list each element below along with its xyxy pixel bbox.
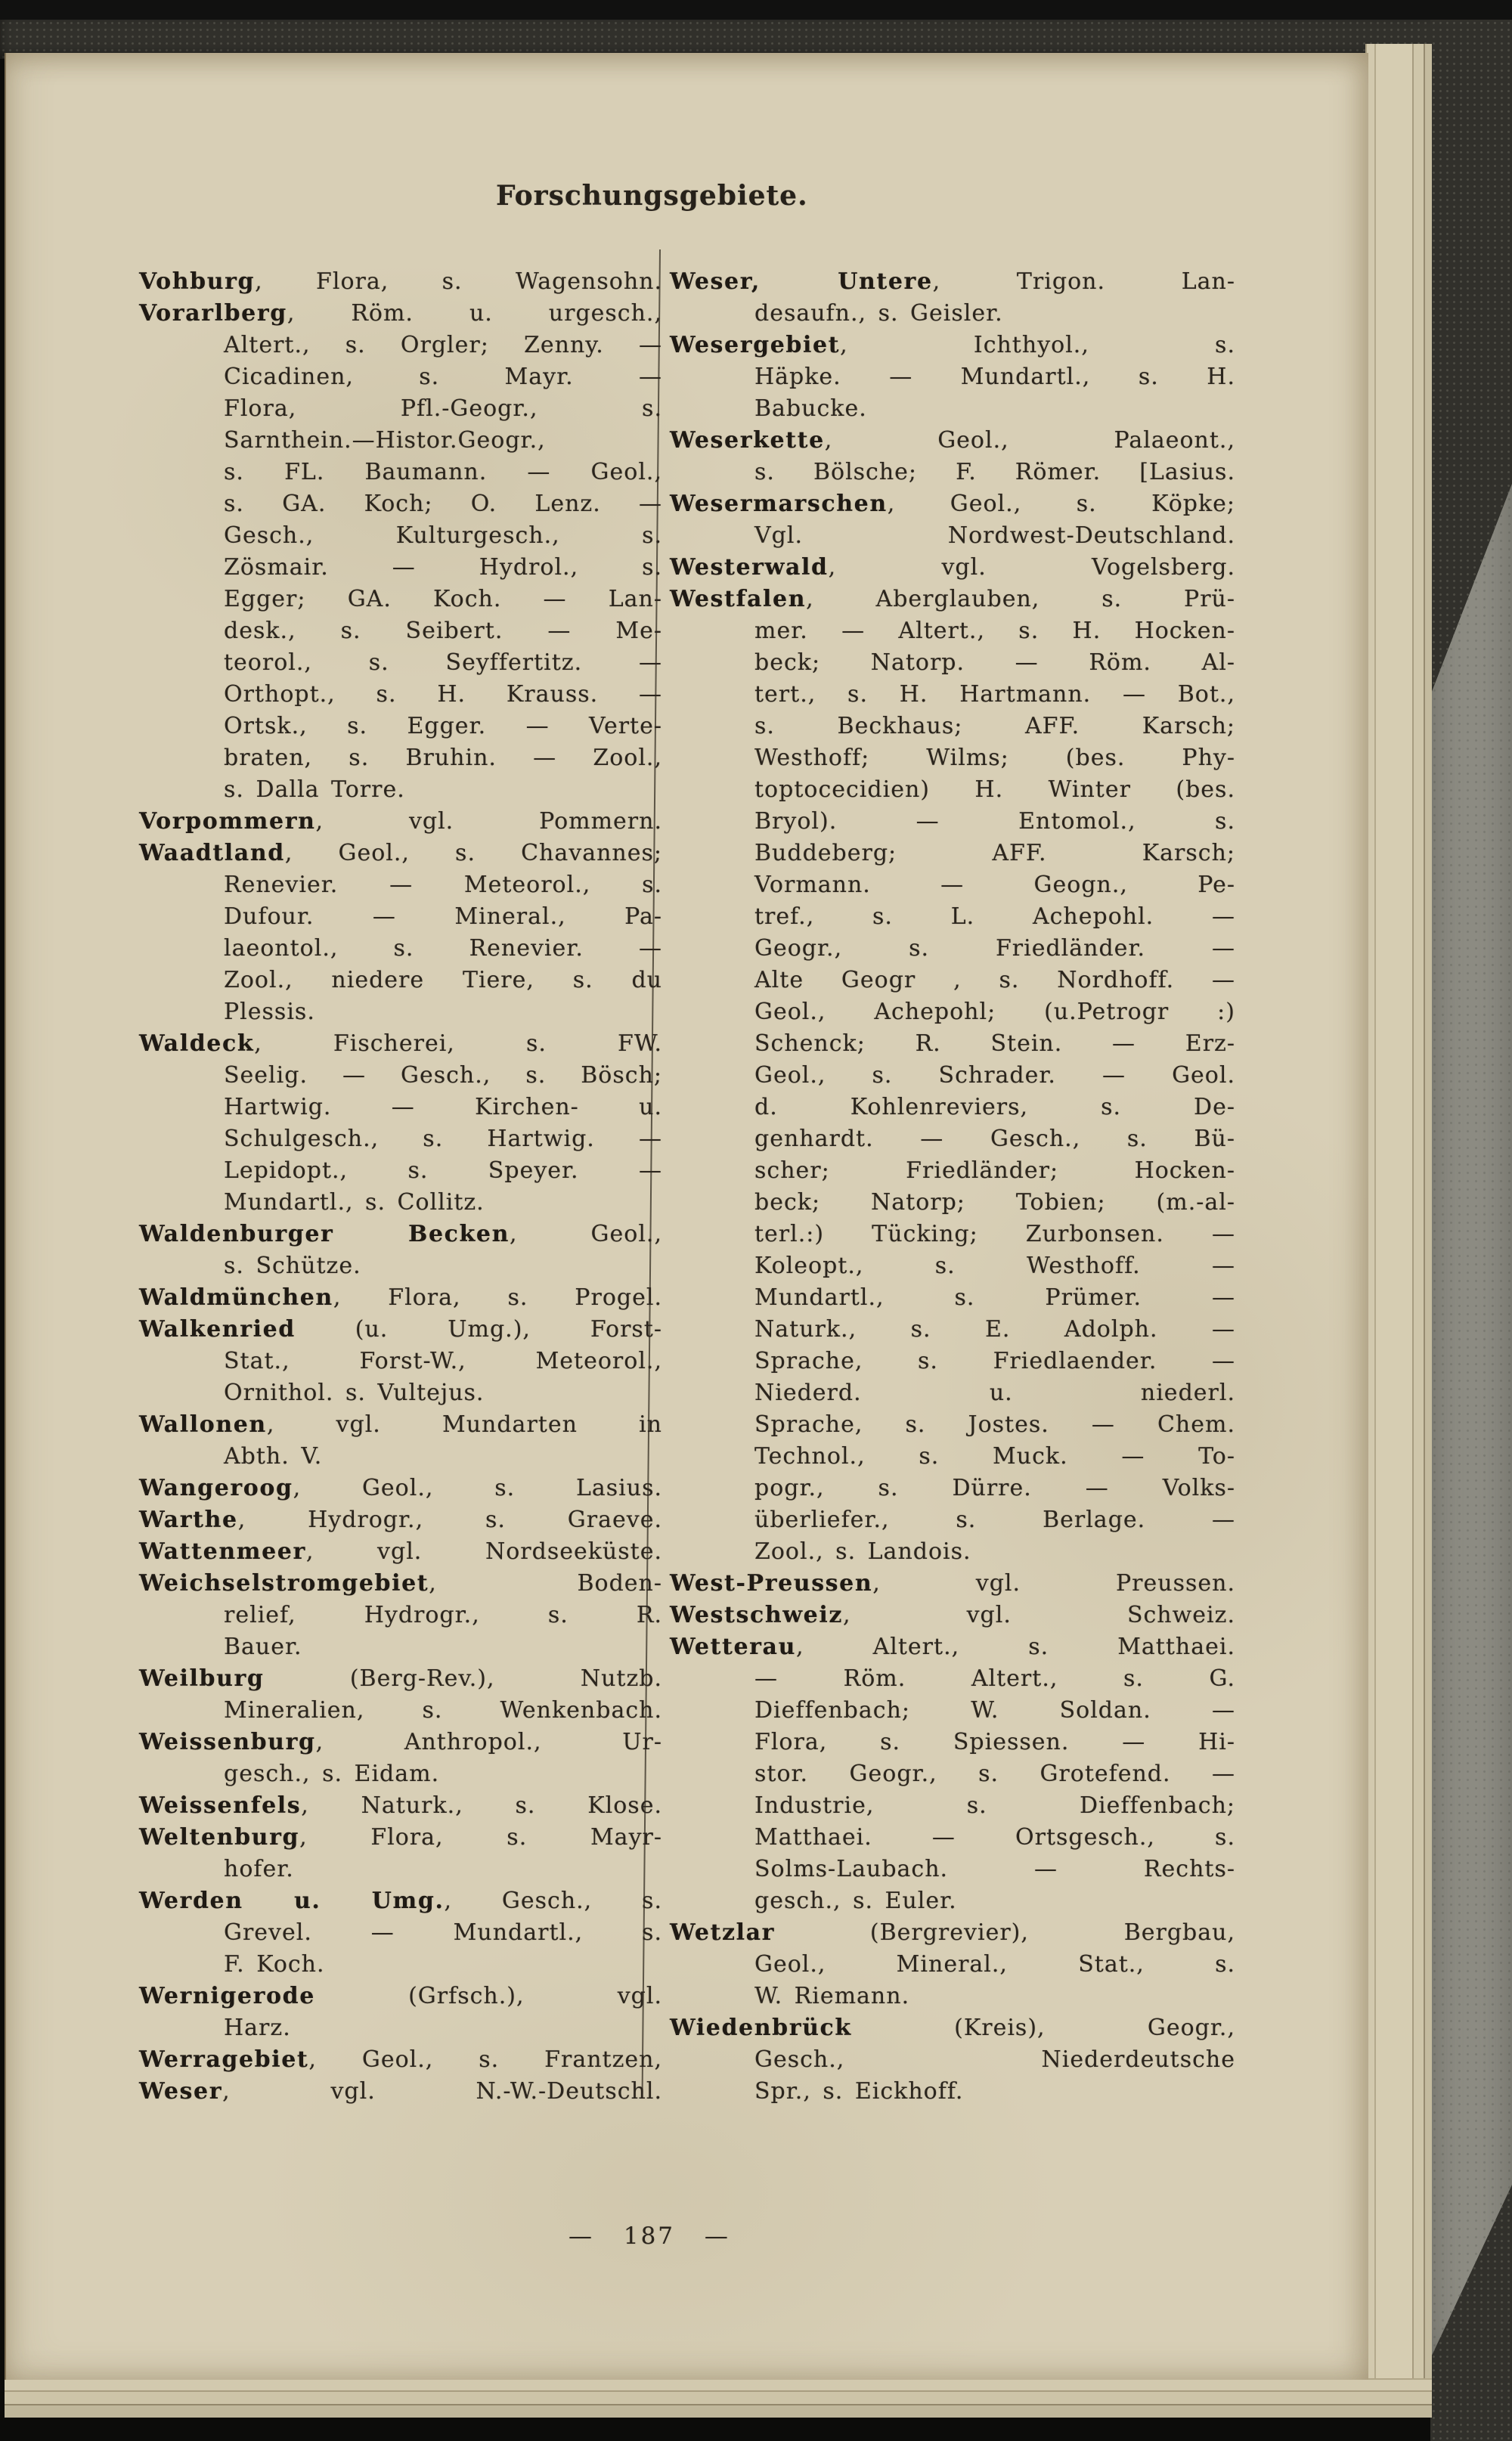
entry-line: Weilburg (Berg-Rev.), Nutzb. — [139, 1665, 662, 1692]
entry-line: pogr., s. Dürre. — Volks- — [754, 1475, 1235, 1501]
entry-line: beck; Natorp; Tobien; (m.-al- — [754, 1189, 1235, 1216]
index-entry — [670, 1631, 1235, 1917]
entry-line: Geol., Achepohl; (u.Petrogr :) — [754, 999, 1235, 1025]
entry-term: Walkenried — [139, 1316, 296, 1343]
entry-line: Warthe, Hydrogr., s. Graeve. — [139, 1507, 662, 1533]
book-endpaper — [1430, 454, 1512, 2359]
entry-term: Wesergebiet — [670, 332, 841, 358]
index-entry — [139, 1314, 662, 1409]
entry-line: Sarnthein.—Histor.Geogr., — [224, 427, 546, 454]
entry-term: Weser, Untere — [670, 268, 933, 295]
index-column-left — [139, 266, 662, 2108]
entry-term: Vorpommern — [139, 808, 316, 835]
entry-line: Waldmünchen, Flora, s. Progel. — [139, 1284, 662, 1311]
entry-line: scher; Friedländer; Hocken- — [754, 1157, 1235, 1184]
entry-line: Waldenburger Becken, Geol., — [139, 1221, 662, 1247]
entry-line: d. Kohlenreviers, s. De- — [754, 1094, 1235, 1120]
index-entry — [139, 838, 662, 1028]
entry-line: hofer. — [224, 1856, 294, 1882]
index-entry — [139, 1282, 662, 1314]
entry-line: Wangeroog, Geol., s. Lasius. — [139, 1475, 662, 1501]
entry-term: Warthe — [139, 1507, 238, 1533]
entry-line: Technol., s. Muck. — To- — [754, 1443, 1235, 1470]
entry-line: Westhoff; Wilms; (bes. Phy- — [754, 745, 1235, 771]
entry-line: beck; Natorp. — Röm. Al- — [754, 649, 1235, 676]
entry-term: Weserkette — [670, 427, 825, 454]
entry-line: Mineralien, s. Wenkenbach. — [224, 1697, 662, 1724]
entry-line: F. Koch. — [224, 1951, 325, 1978]
entry-term: West-Preussen — [670, 1570, 873, 1597]
entry-line: Grevel. — Mundartl., s. — [224, 1919, 662, 1946]
entry-line: Egger; GA. Koch. — Lan- — [224, 586, 662, 612]
index-entry — [139, 1028, 662, 1219]
entry-term: Werden u. Umg. — [139, 1888, 445, 1914]
book-page — [5, 53, 1368, 2380]
entry-line: Zösmair. — Hydrol., s. — [224, 554, 662, 581]
entry-term: Waldeck — [139, 1030, 255, 1057]
entry-term: Wiedenbrück — [670, 2015, 852, 2041]
entry-line: teorol., s. Seyffertitz. — — [224, 649, 662, 676]
entry-line: s. GA. Koch; O. Lenz. — — [224, 491, 662, 517]
entry-line: Niederd. u. niederl. — [754, 1380, 1235, 1406]
page-number: — 187 — — [569, 2223, 730, 2250]
entry-line: terl.:) Tücking; Zurbonsen. — — [754, 1221, 1235, 1247]
entry-line: Weichselstromgebiet, Boden- — [139, 1570, 662, 1597]
entry-line: braten, s. Bruhin. — Zool., — [224, 745, 662, 771]
entry-line: s. Beckhaus; AFF. Karsch; — [754, 713, 1235, 739]
entry-line: Häpke. — Mundartl., s. H. — [754, 364, 1235, 390]
entry-line: Bryol). — Entomol., s. — [754, 808, 1235, 835]
entry-line: Harz. — [224, 2015, 291, 2041]
entry-line: Geol., s. Schrader. — Geol. — [754, 1062, 1235, 1089]
entry-line: Ornithol. s. Vultejus. — [224, 1380, 485, 1406]
entry-line: Industrie, s. Dieffenbach; — [754, 1792, 1235, 1819]
page-stack-bottom-edge — [5, 2378, 1432, 2418]
entry-line: Altert., s. Orgler; Zenny. — — [224, 332, 662, 358]
entry-term: Wangeroog — [139, 1475, 293, 1501]
index-entry — [139, 1504, 662, 1536]
entry-line: Weltenburg, Flora, s. Mayr- — [139, 1824, 662, 1851]
entry-line: Seelig. — Gesch., s. Bösch; — [224, 1062, 662, 1089]
entry-line: Werden u. Umg., Gesch., s. — [139, 1888, 662, 1914]
entry-line: Westfalen, Aberglauben, s. Prü- — [670, 586, 1235, 612]
entry-term: Vohburg — [139, 268, 256, 295]
entry-line: — Röm. Altert., s. G. — [754, 1665, 1235, 1692]
entry-line: desk., s. Seibert. — Me- — [224, 618, 662, 644]
entry-line: Buddeberg; AFF. Karsch; — [754, 840, 1235, 866]
index-entry — [139, 806, 662, 838]
index-entry — [670, 2012, 1235, 2108]
entry-term: Waldmünchen — [139, 1284, 333, 1311]
entry-line: Walkenried (u. Umg.), Forst- — [139, 1316, 662, 1343]
entry-line: Abth. V. — [224, 1443, 323, 1470]
entry-line: Schulgesch., s. Hartwig. — — [224, 1126, 662, 1152]
index-entry — [139, 1790, 662, 1822]
index-entry — [139, 2044, 662, 2076]
entry-line: gesch., s. Eidam. — [224, 1761, 440, 1787]
entry-line: Weser, vgl. N.-W.-Deutschl. — [139, 2078, 662, 2105]
entry-line: Zool., niedere Tiere, s. du — [224, 967, 662, 993]
entry-line: Gesch., Niederdeutsche — [754, 2046, 1235, 2073]
index-entry — [139, 2076, 662, 2108]
entry-line: Wesermarschen, Geol., s. Köpke; — [670, 491, 1235, 517]
entry-line: Spr., s. Eickhoff. — [754, 2078, 964, 2105]
index-entry — [139, 1727, 662, 1790]
entry-line: West-Preussen, vgl. Preussen. — [670, 1570, 1235, 1597]
entry-term: Weser — [139, 2078, 223, 2105]
index-column-right — [670, 266, 1235, 2108]
entry-line: s. FL. Baumann. — Geol., — [224, 459, 662, 485]
entry-line: Weser, Untere, Trigon. Lan- — [670, 268, 1235, 295]
entry-term: Vorarlberg — [139, 300, 287, 327]
entry-term: Weilburg — [139, 1665, 265, 1692]
entry-line: toptocecidien) H. Winter (bes. — [754, 776, 1235, 803]
entry-line: Matthaei. — Ortsgesch., s. — [754, 1824, 1235, 1851]
entry-line: Geol., Mineral., Stat., s. — [754, 1951, 1235, 1978]
entry-line: Weserkette, Geol., Palaeont., — [670, 427, 1235, 454]
entry-line: Flora, Pfl.-Geogr., s. — [224, 395, 662, 422]
entry-line: Wetterau, Altert., s. Matthaei. — [670, 1634, 1235, 1660]
index-entry — [670, 330, 1235, 425]
entry-line: Waldeck, Fischerei, s. FW. — [139, 1030, 662, 1057]
entry-term: Wetzlar — [670, 1919, 776, 1946]
entry-line: tref., s. L. Achepohl. — — [754, 903, 1235, 930]
index-entry — [139, 1568, 662, 1663]
index-entry — [139, 1822, 662, 1885]
entry-line: Flora, s. Spiessen. — Hi- — [754, 1729, 1235, 1755]
entry-line: Schenck; R. Stein. — Erz- — [754, 1030, 1235, 1057]
entry-line: W. Riemann. — [754, 1983, 910, 2009]
entry-line: Stat., Forst-W., Meteorol., — [224, 1348, 662, 1374]
entry-line: Sprache, s. Friedlaender. — — [754, 1348, 1235, 1374]
entry-line: Wernigerode (Grfsch.), vgl. — [139, 1983, 662, 2009]
entry-term: Waadtland — [139, 840, 285, 866]
entry-line: Vorpommern, vgl. Pommern. — [139, 808, 662, 835]
index-entry — [670, 552, 1235, 584]
entry-line: Weissenfels, Naturk., s. Klose. — [139, 1792, 662, 1819]
entry-term: Wesermarschen — [670, 491, 888, 517]
index-entry — [670, 1600, 1235, 1631]
entry-line: Waadtland, Geol., s. Chavannes; — [139, 840, 662, 866]
entry-term: Wallonen — [139, 1411, 267, 1438]
entry-term: Werragebiet — [139, 2046, 309, 2073]
entry-term: Westfalen — [670, 586, 807, 612]
entry-line: Naturk., s. E. Adolph. — — [754, 1316, 1235, 1343]
entry-line: stor. Geogr., s. Grotefend. — — [754, 1761, 1235, 1787]
entry-line: laeontol., s. Renevier. — — [224, 935, 662, 962]
entry-line: s. Schütze. — [224, 1253, 361, 1279]
index-entry — [670, 584, 1235, 1568]
entry-term: Westschweiz — [670, 1602, 843, 1628]
entry-line: Alte Geogr , s. Nordhoff. — — [754, 967, 1235, 993]
entry-line: Orthopt., s. H. Krauss. — — [224, 681, 662, 708]
background-gap — [0, 0, 1512, 21]
entry-line: überliefer., s. Berlage. — — [754, 1507, 1235, 1533]
entry-line: Wiedenbrück (Kreis), Geogr., — [670, 2015, 1235, 2041]
index-entry — [139, 1663, 662, 1727]
entry-line: Wetzlar (Bergrevier), Bergbau, — [670, 1919, 1235, 1946]
entry-line: Vorarlberg, Röm. u. urgesch., — [139, 300, 662, 327]
index-entry — [670, 1568, 1235, 1600]
index-entry — [670, 488, 1235, 552]
index-entry — [139, 1981, 662, 2044]
entry-line: Lepidopt., s. Speyer. — — [224, 1157, 662, 1184]
entry-term: Weissenfels — [139, 1792, 302, 1819]
entry-line: Dieffenbach; W. Soldan. — — [754, 1697, 1235, 1724]
entry-term: Waldenburger Becken — [139, 1221, 510, 1247]
entry-line: tert., s. H. Hartmann. — Bot., — [754, 681, 1235, 708]
entry-line: relief, Hydrogr., s. R. — [224, 1602, 662, 1628]
entry-line: Hartwig. — Kirchen- u. — [224, 1094, 662, 1120]
entry-line: Werragebiet, Geol., s. Frantzen, — [139, 2046, 662, 2073]
index-entry — [139, 1536, 662, 1568]
entry-line: Bauer. — [224, 1634, 302, 1660]
index-entry — [139, 1885, 662, 1981]
entry-line: mer. — Altert., s. H. Hocken- — [754, 618, 1235, 644]
index-entry — [139, 1473, 662, 1504]
index-entry — [670, 425, 1235, 488]
index-entry — [139, 266, 662, 298]
entry-line: desaufn., s. Geisler. — [754, 300, 1003, 327]
entry-line: Westschweiz, vgl. Schweiz. — [670, 1602, 1235, 1628]
entry-term: Wetterau — [670, 1634, 796, 1660]
entry-line: Vormann. — Geogn., Pe- — [754, 872, 1235, 898]
entry-line: Westerwald, vgl. Vogelsberg. — [670, 554, 1235, 581]
index-entry — [670, 1917, 1235, 2012]
entry-line: s. Bölsche; F. Römer. [Lasius. — [754, 459, 1235, 485]
entry-line: gesch., s. Euler. — [754, 1888, 957, 1914]
entry-line: Gesch., Kulturgesch., s. — [224, 522, 662, 549]
entry-line: Cicadinen, s. Mayr. — — [224, 364, 662, 390]
entry-line: Geogr., s. Friedländer. — — [754, 935, 1235, 962]
entry-line: Mundartl., s. Collitz. — [224, 1189, 485, 1216]
entry-line: Koleopt., s. Westhoff. — — [754, 1253, 1235, 1279]
entry-line: Sprache, s. Jostes. — Chem. — [754, 1411, 1235, 1438]
entry-line: Mundartl., s. Prümer. — — [754, 1284, 1235, 1311]
entry-line: Renevier. — Meteorol., s. — [224, 872, 662, 898]
entry-term: Weissenburg — [139, 1729, 316, 1755]
entry-line: Solms-Laubach. — Rechts- — [754, 1856, 1235, 1882]
entry-term: Wattenmeer — [139, 1538, 306, 1565]
entry-line: genhardt. — Gesch., s. Bü- — [754, 1126, 1235, 1152]
entry-line: Vohburg, Flora, s. Wagensohn. — [139, 268, 662, 295]
index-entry — [670, 266, 1235, 330]
entry-term: Weichselstromgebiet — [139, 1570, 429, 1597]
entry-line: Ortsk., s. Egger. — Verte- — [224, 713, 662, 739]
entry-line: Plessis. — [224, 999, 315, 1025]
entry-term: Wernigerode — [139, 1983, 315, 2009]
entry-term: Westerwald — [670, 554, 829, 581]
entry-line: Wesergebiet, Ichthyol., s. — [670, 332, 1235, 358]
entry-line: Weissenburg, Anthropol., Ur- — [139, 1729, 662, 1755]
entry-line: Wallonen, vgl. Mundarten in — [139, 1411, 662, 1438]
entry-line: Vgl. Nordwest-Deutschland. — [754, 522, 1235, 549]
index-entry — [139, 1409, 662, 1473]
entry-line: Wattenmeer, vgl. Nordseeküste. — [139, 1538, 662, 1565]
page-stack-right-edge — [1365, 44, 1432, 2413]
page-header: Forschungsgebiete. — [496, 180, 808, 212]
entry-term: Weltenburg — [139, 1824, 300, 1851]
entry-line: Zool., s. Landois. — [754, 1538, 971, 1565]
entry-line: s. Dalla Torre. — [224, 776, 405, 803]
index-entry — [139, 298, 662, 806]
entry-line: Babucke. — [754, 395, 867, 422]
index-entry — [139, 1219, 662, 1282]
entry-line: Dufour. — Mineral., Pa- — [224, 903, 662, 930]
